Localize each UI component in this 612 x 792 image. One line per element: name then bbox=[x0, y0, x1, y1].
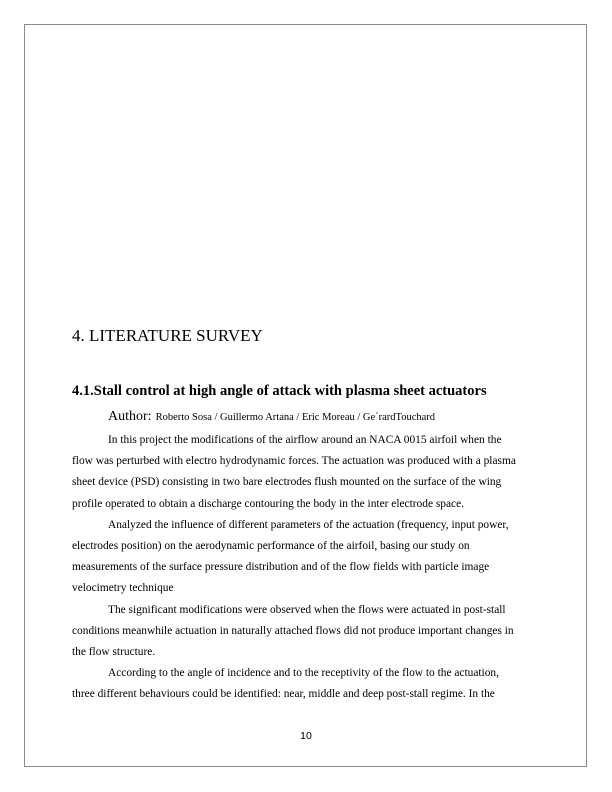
paragraph-line: three different behaviours could be identified: near, middle and deep post-stall regime. In the bbox=[72, 688, 495, 701]
paragraph-line: In this project the modifications of the airflow around an NACA 0015 airfoil when the bbox=[108, 434, 502, 446]
paragraph-line: sheet device (PSD) consisting in two bare electrodes flush mounted on the surface of the wing bbox=[72, 476, 502, 489]
paragraph-line: Analyzed the influence of different parameters of the actuation (frequency, input power, bbox=[108, 518, 509, 531]
author-label: Author: bbox=[108, 409, 152, 424]
paragraph-line: profile operated to obtain a discharge contouring the body in the inter electrode space. bbox=[72, 497, 464, 510]
page-number: 10 bbox=[300, 730, 312, 742]
paragraph-line: electrodes position) on the aerodynamic performance of the airfoil, basing our study on bbox=[72, 539, 470, 552]
paragraph-line: The significant modifications were observed when the flows were actuated in post-stall bbox=[108, 603, 506, 616]
chapter-heading: 4. LITERATURE SURVEY bbox=[72, 326, 263, 345]
paragraph-line: flow was perturbed with electro hydrodynamic forces. The actuation was produced with a plasma bbox=[72, 455, 516, 468]
paragraph-line: According to the angle of incidence and to the receptivity of the flow to the actuation, bbox=[108, 667, 499, 680]
section-heading: 4.1.Stall control at high angle of attack with plasma sheet actuators bbox=[72, 383, 487, 399]
body-text bbox=[72, 430, 540, 705]
paragraph-line: conditions meanwhile actuation in naturally attached flows did not produce important changes in bbox=[72, 624, 514, 637]
paragraph-line: the flow structure. bbox=[72, 645, 156, 658]
author-line bbox=[108, 407, 435, 427]
author-names: Roberto Sosa / Guillermo Artana / Eric Moreau / Ge´rardTouchard bbox=[155, 412, 436, 423]
paragraph-line: velocimetry technique bbox=[72, 582, 174, 595]
paragraph-line: measurements of the surface pressure distribution and of the flow fields with particle image bbox=[72, 561, 490, 574]
